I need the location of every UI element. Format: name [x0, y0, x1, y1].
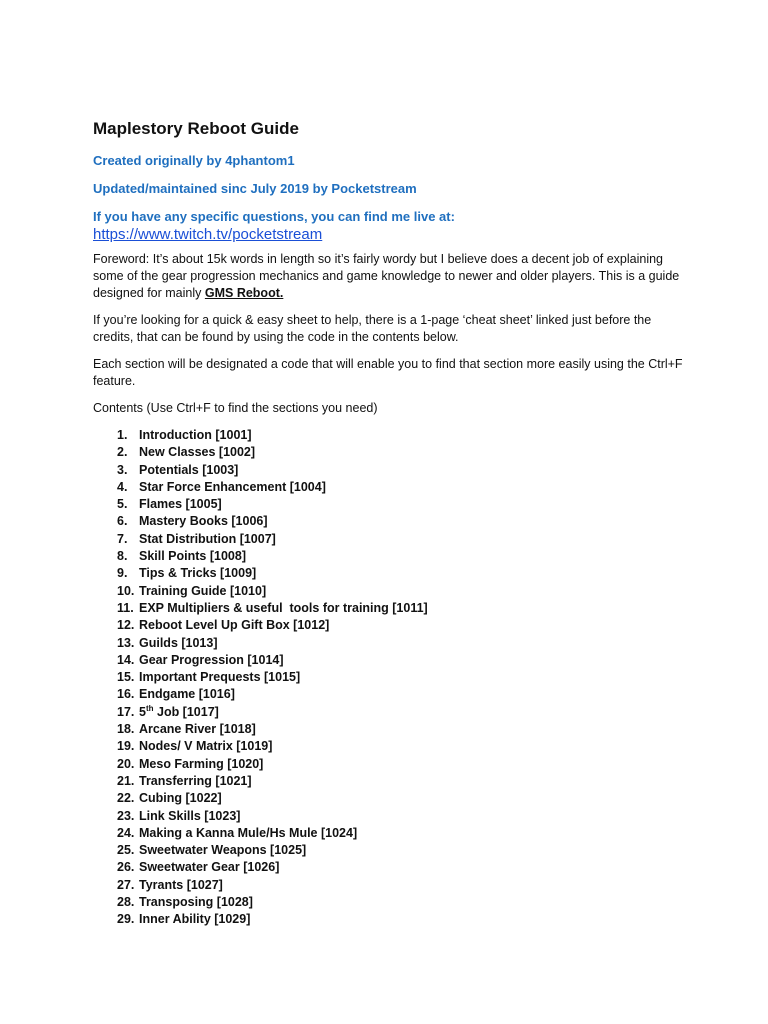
toc-item-number: 12.: [117, 618, 135, 633]
toc-item-number: 15.: [117, 670, 135, 685]
document-title: Maplestory Reboot Guide: [93, 119, 299, 138]
toc-item-label-superscript: th: [145, 703, 154, 713]
toc-item-label-text: Reboot Level Up Gift Box [1012]: [139, 618, 330, 633]
toc-item-label: [139, 859, 279, 876]
toc-item-label: [139, 617, 329, 634]
twitch-link[interactable]: https://www.twitch.tv/pocketstream: [93, 226, 323, 243]
toc-item-label: [139, 721, 256, 738]
toc-item-number: 5.: [117, 497, 128, 512]
toc-item-label: [139, 496, 222, 513]
toc-item-number: 4.: [117, 479, 128, 494]
toc-item: [117, 617, 683, 634]
toc-item-label-text: Sweetwater Weapons [1025]: [139, 843, 307, 858]
toc-item-label: [139, 479, 326, 496]
toc-item-label: [139, 825, 357, 842]
toc-item-label-text: Meso Farming [1020]: [139, 756, 264, 771]
toc-item: [117, 859, 683, 876]
toc-item-label: [139, 790, 222, 807]
toc-item-label: [139, 583, 266, 600]
toc-item-label-text: Mastery Books [1006]: [139, 514, 268, 529]
toc-item-label-text: Arcane River [1018]: [139, 722, 256, 737]
toc-item-label: [139, 738, 272, 755]
toc-item: [117, 894, 683, 911]
toc-item-label: [139, 600, 428, 617]
toc-item: [117, 790, 683, 807]
toc-item-label-text: Potentials [1003]: [139, 462, 239, 477]
toc-item-number: 1.: [117, 428, 128, 442]
toc-item-number: 17.: [117, 704, 135, 719]
toc-item-number: 2.: [117, 445, 128, 460]
foreword-text: Foreword: It’s about 15k words in length so it’s fairly wordy but I believe does a decent job of explaining some of the gear progression mechanics and game knowledge to newer and older players. This is a guide designed for mainly: [93, 252, 680, 300]
toc-item-label-text: Tips & Tricks [1009]: [139, 566, 257, 581]
table-of-contents: [93, 427, 683, 929]
toc-item: [117, 756, 683, 773]
toc-item: [117, 773, 683, 790]
toc-item-label: [139, 548, 246, 565]
toc-item: [117, 565, 683, 582]
toc-item-label-text: Star Force Enhancement [1004]: [139, 479, 326, 494]
contents-heading: Contents (Use Ctrl+F to find the sections you need): [93, 401, 378, 415]
toc-item-label-text: Flames [1005]: [139, 497, 222, 512]
toc-item-label: [139, 565, 256, 582]
toc-item-number: 13.: [117, 635, 135, 650]
toc-item-number: 9.: [117, 566, 128, 581]
toc-item-label-text: Cubing [1022]: [139, 791, 222, 806]
toc-item: [117, 686, 683, 703]
toc-item-label-text: Important Prequests [1015]: [139, 670, 301, 685]
toc-item: [117, 877, 683, 894]
toc-item-label-text: Making a Kanna Mule/Hs Mule [1024]: [139, 825, 358, 840]
toc-item-label-text: Gear Progression [1014]: [139, 652, 284, 667]
toc-item-number: 27.: [117, 877, 135, 892]
toc-item-number: 22.: [117, 791, 135, 806]
document-page: [93, 118, 683, 929]
toc-item: [117, 825, 683, 842]
toc-item-label: [139, 894, 253, 911]
toc-item-number: 23.: [117, 808, 135, 823]
toc-item: [117, 738, 683, 755]
gms-reboot-emphasis: GMS Reboot.: [204, 286, 284, 300]
toc-item: [117, 496, 683, 513]
toc-item-number: 7.: [117, 531, 128, 546]
sections-note-paragraph: Each section will be designated a code that will enable you to find that section more easily using the Ctrl+F feature.: [93, 357, 683, 388]
toc-item-number: 14.: [117, 652, 135, 667]
toc-item-label-text: Inner Ability [1029]: [139, 912, 251, 927]
toc-item-number: 19.: [117, 739, 135, 754]
toc-item: [117, 808, 683, 825]
toc-item-label: [139, 635, 218, 652]
foreword-paragraph: [93, 251, 683, 302]
toc-item-label: [139, 462, 238, 479]
toc-item-label: [139, 877, 223, 894]
toc-item-number: 24.: [117, 825, 135, 840]
toc-item: [117, 635, 683, 652]
toc-item-label-text: Guilds [1013]: [139, 635, 218, 650]
toc-item: [117, 583, 683, 600]
toc-item-number: 3.: [117, 462, 128, 477]
toc-item-label: [139, 756, 263, 773]
toc-item: [117, 427, 683, 444]
updated-by-line: Updated/maintained sinc July 2019 by Pocketstream: [93, 181, 417, 196]
toc-item-label: [139, 686, 235, 703]
toc-item-label-text: EXP Multipliers & useful tools for training [1011]: [139, 600, 428, 615]
toc-item: [117, 462, 683, 479]
questions-line: If you have any specific questions, you can find me live at:: [93, 209, 455, 224]
toc-item-number: 16.: [117, 687, 135, 702]
toc-item-label-prefix: 5: [139, 704, 146, 719]
toc-item-label-text: Tyrants [1027]: [139, 877, 223, 892]
toc-item-number: 10.: [117, 583, 135, 598]
toc-item: [117, 531, 683, 548]
toc-item-label-text: Sweetwater Gear [1026]: [139, 860, 280, 875]
toc-item-label: [139, 808, 240, 825]
toc-item-label-text: Link Skills [1023]: [139, 808, 241, 823]
toc-item-label-text: Transferring [1021]: [139, 773, 252, 788]
toc-item-label-text: Introduction [1001]: [139, 428, 252, 442]
toc-item-label: [139, 652, 284, 669]
toc-item: [117, 721, 683, 738]
toc-item-label: [139, 773, 252, 790]
toc-item-label: [139, 911, 250, 928]
toc-item-number: 29.: [117, 912, 135, 927]
toc-item: [117, 513, 683, 530]
toc-item: [117, 548, 683, 565]
toc-item-label-text: Nodes/ V Matrix [1019]: [139, 739, 273, 754]
toc-item-number: 28.: [117, 895, 135, 910]
toc-item-label: [139, 842, 306, 859]
created-by-line: Created originally by 4phantom1: [93, 153, 295, 168]
toc-item: [117, 444, 683, 461]
toc-item-label: [139, 444, 255, 461]
toc-item-label-text: Job [1017]: [153, 704, 219, 719]
toc-item: [117, 704, 683, 721]
toc-item-number: 20.: [117, 756, 135, 771]
toc-item-number: 18.: [117, 722, 135, 737]
toc-item-label: [139, 704, 219, 721]
toc-item: [117, 669, 683, 686]
toc-item-number: 11.: [117, 600, 134, 615]
toc-item-number: 6.: [117, 514, 128, 529]
toc-item-label-text: Transposing [1028]: [139, 895, 253, 910]
toc-item: [117, 652, 683, 669]
toc-item-number: 21.: [117, 773, 135, 788]
toc-item: [117, 842, 683, 859]
toc-item-label: [139, 427, 252, 444]
toc-item-label-text: Stat Distribution [1007]: [139, 531, 276, 546]
toc-item-label: [139, 669, 300, 686]
toc-item-number: 25.: [117, 843, 135, 858]
toc-item-label-text: Endgame [1016]: [139, 687, 235, 702]
toc-item-label-text: Skill Points [1008]: [139, 549, 246, 564]
toc-item-number: 26.: [117, 860, 135, 875]
toc-item: [117, 479, 683, 496]
toc-item: [117, 911, 683, 928]
toc-item-label: [139, 531, 276, 548]
toc-item-label-text: New Classes [1002]: [139, 445, 256, 460]
toc-item-number: 8.: [117, 549, 128, 564]
toc-item-label-text: Training Guide [1010]: [139, 583, 267, 598]
cheat-sheet-paragraph: If you’re looking for a quick & easy sheet to help, there is a 1-page ‘cheat sheet’ linked just before the credits, that can be found by using the code in the contents below.: [93, 313, 652, 344]
toc-item-label: [139, 513, 268, 530]
toc-item: [117, 600, 683, 617]
